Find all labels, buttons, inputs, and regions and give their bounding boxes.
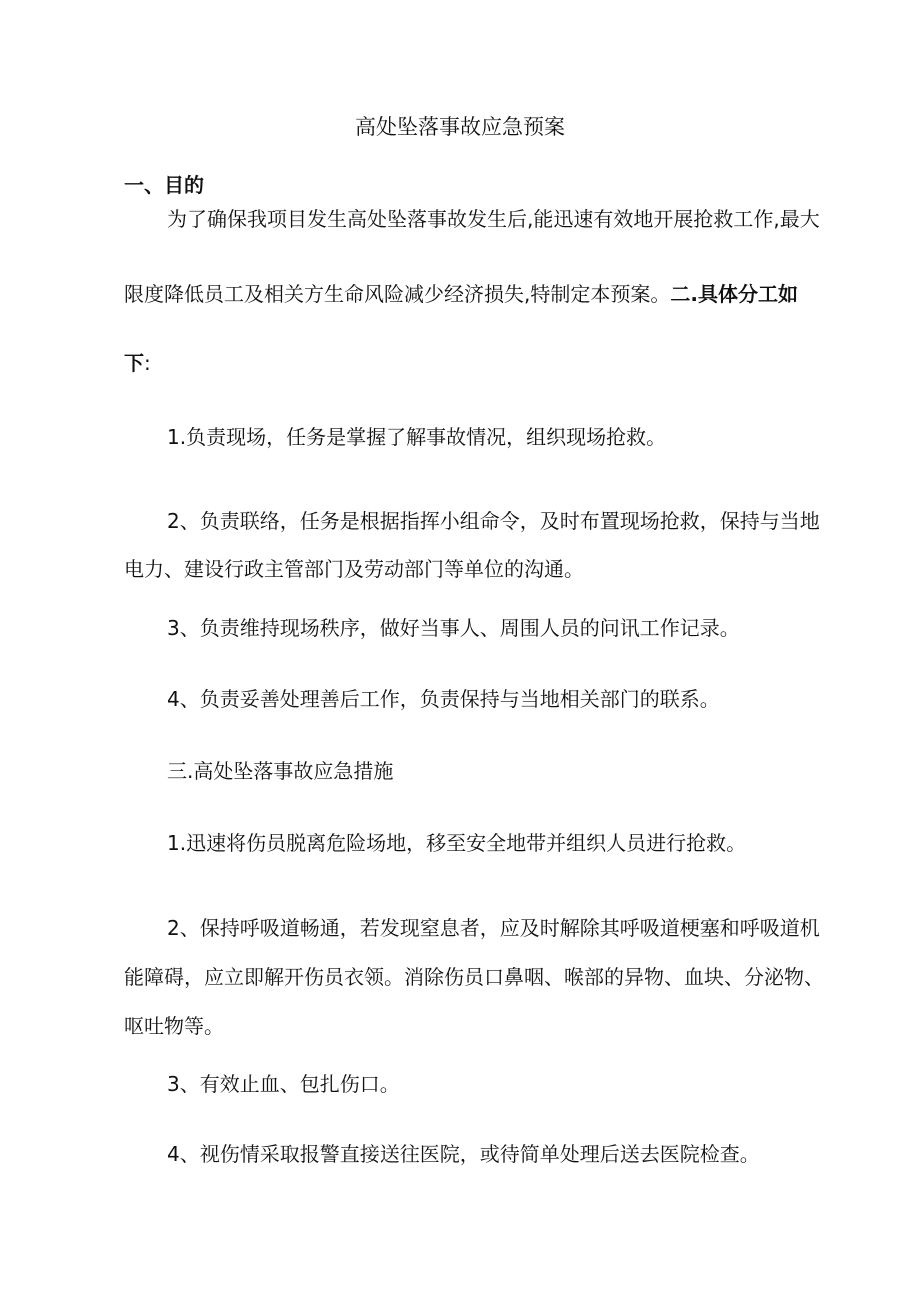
duty-item-2-line-2: 电力、建设行政主管部门及劳动部门等单位的沟通。 bbox=[124, 557, 584, 581]
section-1-heading: 一、目的 bbox=[124, 173, 204, 197]
duty-item-3: 3、负责维持现场秩序，做好当事人、周围人员的问讯工作记录。 bbox=[167, 616, 740, 640]
document-title: 高处坠落事故应急预案 bbox=[355, 115, 565, 139]
section-2-heading-part-2: 下 bbox=[124, 351, 144, 375]
purpose-paragraph-text: 限度降低员工及相关方生命风险减少经济损失,特制定本预案。 bbox=[124, 282, 671, 306]
section-3-heading: 三.高处坠落事故应急措施 bbox=[167, 759, 394, 783]
measure-item-3: 3、有效止血、包扎伤口。 bbox=[167, 1072, 400, 1096]
section-2-heading-line-2 bbox=[124, 349, 151, 377]
section-2-heading-colon: : bbox=[144, 351, 151, 375]
measure-item-2-line-2: 能障碍，应立即解开伤员衣领。消除伤员口鼻咽、喉部的异物、血块、分泌物、 bbox=[124, 965, 824, 989]
measure-item-1: 1.迅速将伤员脱离危险场地，移至安全地带并组织人员进行抢救。 bbox=[167, 831, 747, 855]
duty-item-2-line-1: 2、负责联络，任务是根据指挥小组命令，及时布置现场抢救，保持与当地 bbox=[167, 509, 820, 533]
purpose-paragraph-line-1: 为了确保我项目发生高处坠落事故发生后,能迅速有效地开展抢救工作,最大 bbox=[167, 207, 820, 231]
section-2-heading-part-1: 二.具体分工如 bbox=[670, 282, 798, 306]
duty-item-4: 4、负责妥善处理善后工作，负责保持与当地相关部门的联系。 bbox=[167, 687, 720, 711]
measure-item-2-line-3: 呕吐物等。 bbox=[124, 1014, 224, 1038]
purpose-paragraph-line-2 bbox=[124, 280, 798, 308]
duty-item-1: 1.负责现场，任务是掌握了解事故情况，组织现场抢救。 bbox=[167, 425, 667, 449]
measure-item-4: 4、视伤情采取报警直接送往医院，或待简单处理后送去医院检查。 bbox=[167, 1142, 760, 1166]
measure-item-2-line-1: 2、保持呼吸道畅通，若发现窒息者，应及时解除其呼吸道梗塞和呼吸道机 bbox=[167, 916, 820, 940]
